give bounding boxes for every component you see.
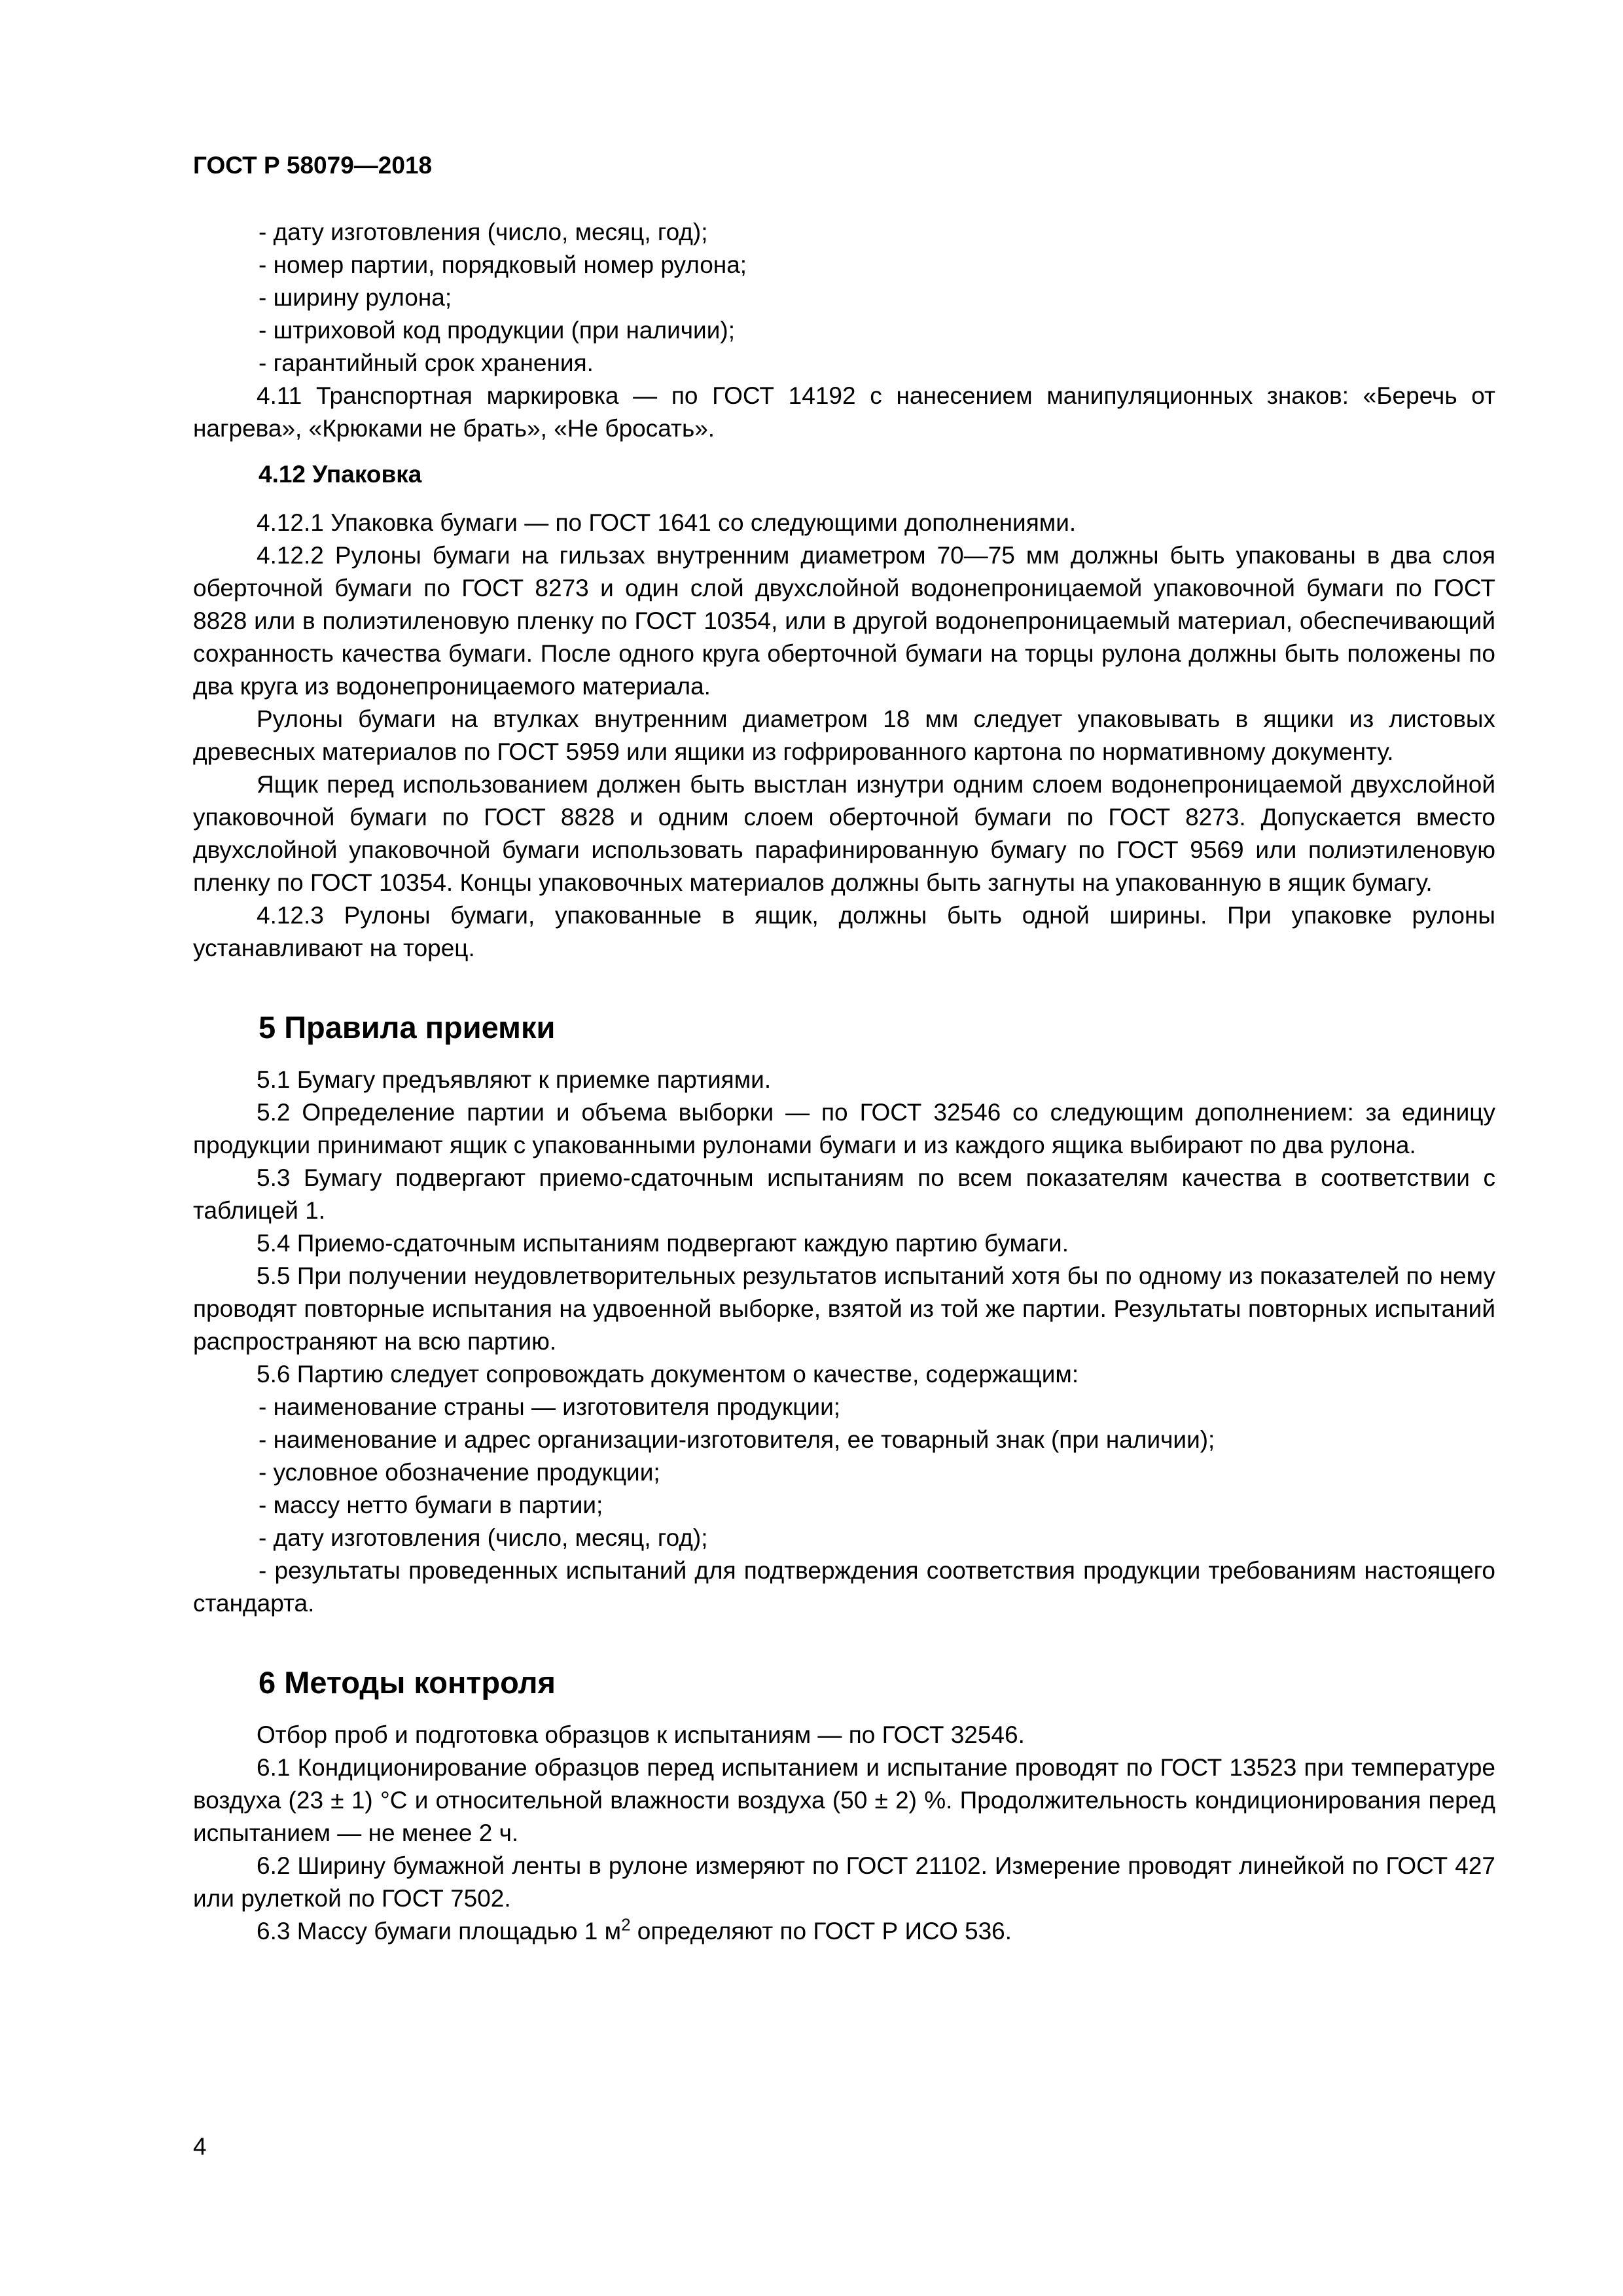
list-item: - штриховой код продукции (при наличии); bbox=[259, 317, 735, 344]
list-item: - результаты проведенных испытаний для подтверждения соответствия продукции требованиям настоящего стандарта. bbox=[193, 1557, 1495, 1617]
paragraph-6-3 bbox=[193, 1915, 1495, 1948]
paragraph-5-3: 5.3 Бумагу подвергают приемо-сдаточным испытаниям по всем показателям качества в соответствии с таблицей 1. bbox=[193, 1164, 1495, 1224]
list-item: - массу нетто бумаги в партии; bbox=[259, 1492, 603, 1518]
list-item: - наименование страны — изготовителя продукции; bbox=[259, 1393, 841, 1420]
paragraph-6-3-text-end: определяют по ГОСТ Р ИСО 536. bbox=[630, 1918, 1012, 1945]
list-item: - дату изготовления (число, месяц, год); bbox=[259, 1524, 708, 1551]
list-item: - дату изготовления (число, месяц, год); bbox=[259, 219, 708, 245]
paragraph-4-12-1: 4.12.1 Упаковка бумаги — по ГОСТ 1641 со следующими дополнениями. bbox=[257, 509, 1077, 536]
section-heading-6: 6 Методы контроля bbox=[259, 1665, 556, 1700]
paragraph-5-1: 5.1 Бумагу предъявляют к приемке партиями. bbox=[257, 1066, 772, 1093]
paragraph-5-5: 5.5 При получении неудовлетворительных результатов испытаний хотя бы по одному из показателей по нему проводят повторные испытания на удвоенной выборке, взятой из той же партии. Результаты повторных испытаний распространяют на всю партию. bbox=[193, 1263, 1495, 1355]
paragraph-6-1: 6.1 Кондиционирование образцов перед испытанием и испытание проводят по ГОСТ 13523 при температуре воздуха (23 ± 1) °С и относительной влажности воздуха (50 ± 2) %. Продолжительность кондиционирования перед испытанием — не менее 2 ч. bbox=[193, 1754, 1495, 1846]
paragraph-4-12-2: 4.12.2 Рулоны бумаги на гильзах внутренним диаметром 70—75 мм должны быть упакованы в два слоя оберточной бумаги по ГОСТ 8273 и один слой двухслойной водонепроницаемой упаковочной бумаги по ГОСТ 8828 или в полиэтиленовую пленку по ГОСТ 10354, или в другой водонепроницаемый материал, обеспечивающий сохранность качества бумаги. После одного круга оберточной бумаги на торцы рулона должны быть положены по два круга из водонепроницаемого материала. bbox=[193, 542, 1495, 700]
subsection-heading-4-12: 4.12 Упаковка bbox=[259, 461, 422, 488]
paragraph-rolls-sleeves: Рулоны бумаги на втулках внутренним диаметром 18 мм следует упаковывать в ящики из листовых древесных материалов по ГОСТ 5959 или ящики из гофрированного картона по нормативному документу. bbox=[193, 706, 1495, 765]
list-item: - условное обозначение продукции; bbox=[259, 1459, 660, 1486]
standard-code-header: ГОСТ Р 58079—2018 bbox=[193, 152, 433, 179]
list-item: - ширину рулона; bbox=[259, 284, 452, 311]
page-number: 4 bbox=[193, 2133, 207, 2160]
list-item: - гарантийный срок хранения. bbox=[259, 350, 594, 376]
paragraph-5-2: 5.2 Определение партии и объема выборки — по ГОСТ 32546 со следующим дополнением: за единицу продукции принимают ящик с упакованными рулонами бумаги и из каждого ящика выбирают по два рулона. bbox=[193, 1099, 1495, 1158]
paragraph-4-11: 4.11 Транспортная маркировка — по ГОСТ 14192 с нанесением манипуляционных знаков: «Беречь от нагрева», «Крюками не брать», «Не бросать». bbox=[193, 382, 1495, 442]
paragraph-box-lining: Ящик перед использованием должен быть выстлан изнутри одним слоем водонепроницаемой двухслойной упаковочной бумаги по ГОСТ 8828 и одним слоем оберточной бумаги по ГОСТ 8273. Допускается вместо двухслойной упаковочной бумаги использовать парафинированную бумагу по ГОСТ 9569 или полиэтиленовую пленку по ГОСТ 10354. Концы упаковочных материалов должны быть загнуты на упакованную в ящик бумагу. bbox=[193, 771, 1495, 896]
section-heading-5: 5 Правила приемки bbox=[259, 1010, 556, 1045]
list-item: - номер партии, порядковый номер рулона; bbox=[259, 251, 747, 278]
paragraph-4-12-3: 4.12.3 Рулоны бумаги, упакованные в ящик, должны быть одной ширины. При упаковке рулоны устанавливают на торец. bbox=[193, 902, 1495, 961]
document-body bbox=[193, 216, 1495, 1948]
paragraph-6-0: Отбор проб и подготовка образцов к испытаниям — по ГОСТ 32546. bbox=[257, 1721, 1025, 1748]
paragraph-6-3-text: 6.3 Массу бумаги площадью 1 м bbox=[257, 1918, 622, 1945]
paragraph-5-4: 5.4 Приемо-сдаточным испытаниям подвергают каждую партию бумаги. bbox=[257, 1230, 1069, 1257]
paragraph-6-2: 6.2 Ширину бумажной ленты в рулоне измеряют по ГОСТ 21102. Измерение проводят линейкой по ГОСТ 427 или рулеткой по ГОСТ 7502. bbox=[193, 1852, 1495, 1912]
superscript-2: 2 bbox=[621, 1914, 631, 1935]
paragraph-5-6: 5.6 Партию следует сопровождать документом о качестве, содержащим: bbox=[257, 1361, 1079, 1388]
list-item: - наименование и адрес организации-изготовителя, ее товарный знак (при наличии); bbox=[259, 1426, 1215, 1453]
